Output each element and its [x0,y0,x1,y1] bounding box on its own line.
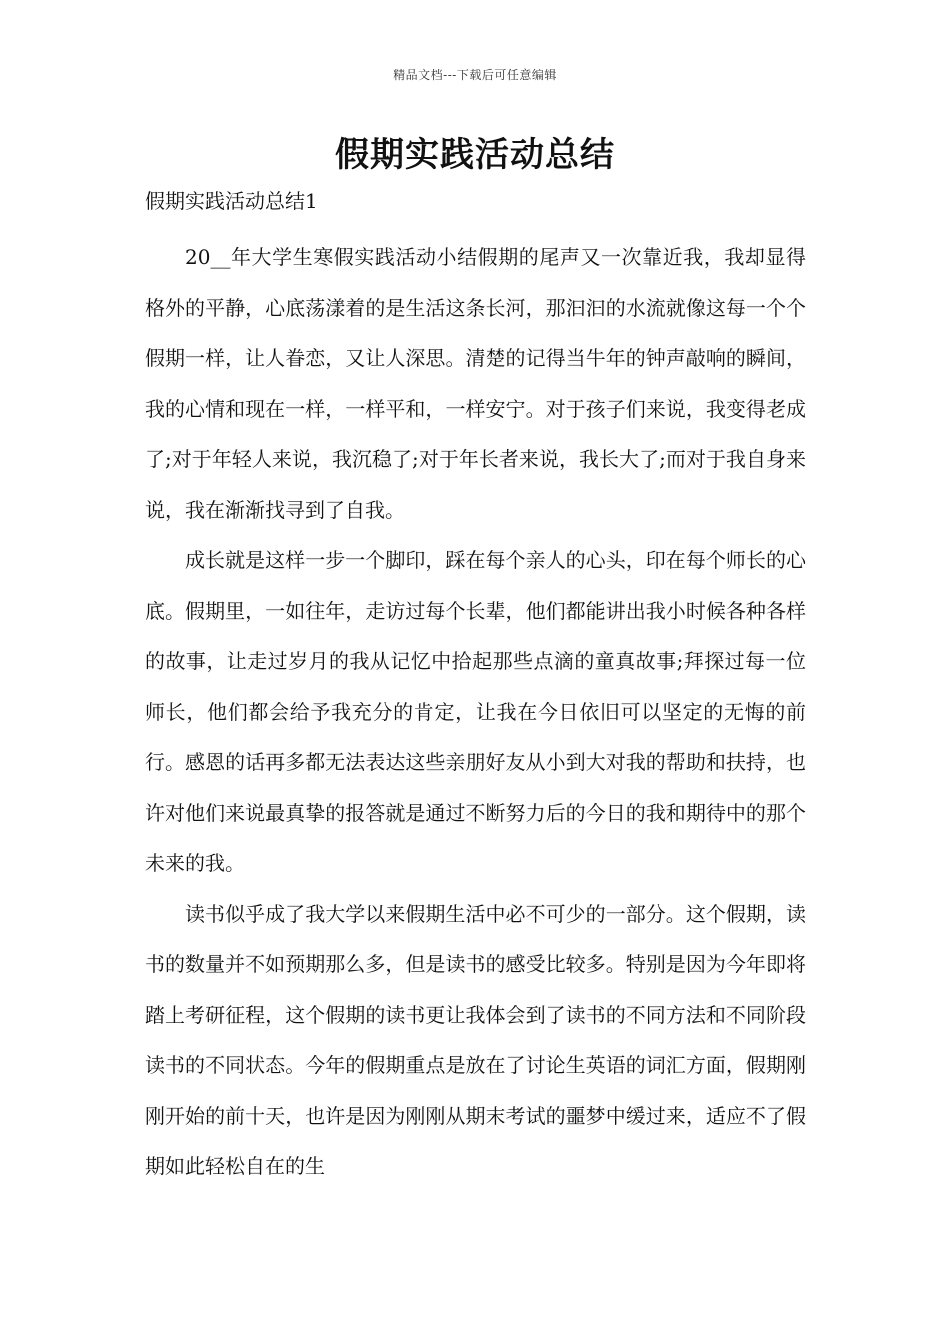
document-body [145,232,806,1192]
paragraph: 成长就是这样一步一个脚印，踩在每个亲人的心头，印在每个师长的心底。假期里，一如往年，走访过每个长辈，他们都能讲出我小时候各种各样的故事，让走过岁月的我从记忆中拾起那些点滴的童真故事;拜探过每一位师长，他们都会给予我充分的肯定，让我在今日依旧可以坚定的无悔的前行。感恩的话再多都无法表达这些亲朋好友从小到大对我的帮助和扶持，也许对他们来说最真挚的报答就是通过不断努力后的今日的我和期待中的那个未来的我。 [145,548,806,875]
document-title: 假期实践活动总结 [335,135,615,175]
document-subtitle: 假期实践活动总结1 [145,189,318,213]
header-note: 精品文档---下载后可任意编辑 [393,68,557,82]
paragraph: 读书似乎成了我大学以来假期生活中必不可少的一部分。这个假期，读书的数量并不如预期那么多，但是读书的感受比较多。特别是因为今年即将踏上考研征程，这个假期的读书更让我体会到了读书的不同方法和不同阶段读书的不同状态。今年的假期重点是放在了讨论生英语的词汇方面，假期刚刚开始的前十天，也许是因为刚刚从期末考试的噩梦中缓过来，适应不了假期如此轻松自在的生 [145,901,806,1178]
paragraph: 20__年大学生寒假实践活动小结假期的尾声又一次靠近我，我却显得格外的平静，心底荡漾着的是生活这条长河，那汩汩的水流就像这每一个个假期一样，让人眷恋，又让人深思。清楚的记得当牛年的钟声敲响的瞬间，我的心情和现在一样，一样平和，一样安宁。对于孩子们来说，我变得老成了;对于年轻人来说，我沉稳了;对于年长者来说，我长大了;而对于我自身来说，我在渐渐找寻到了自我。 [145,245,806,522]
